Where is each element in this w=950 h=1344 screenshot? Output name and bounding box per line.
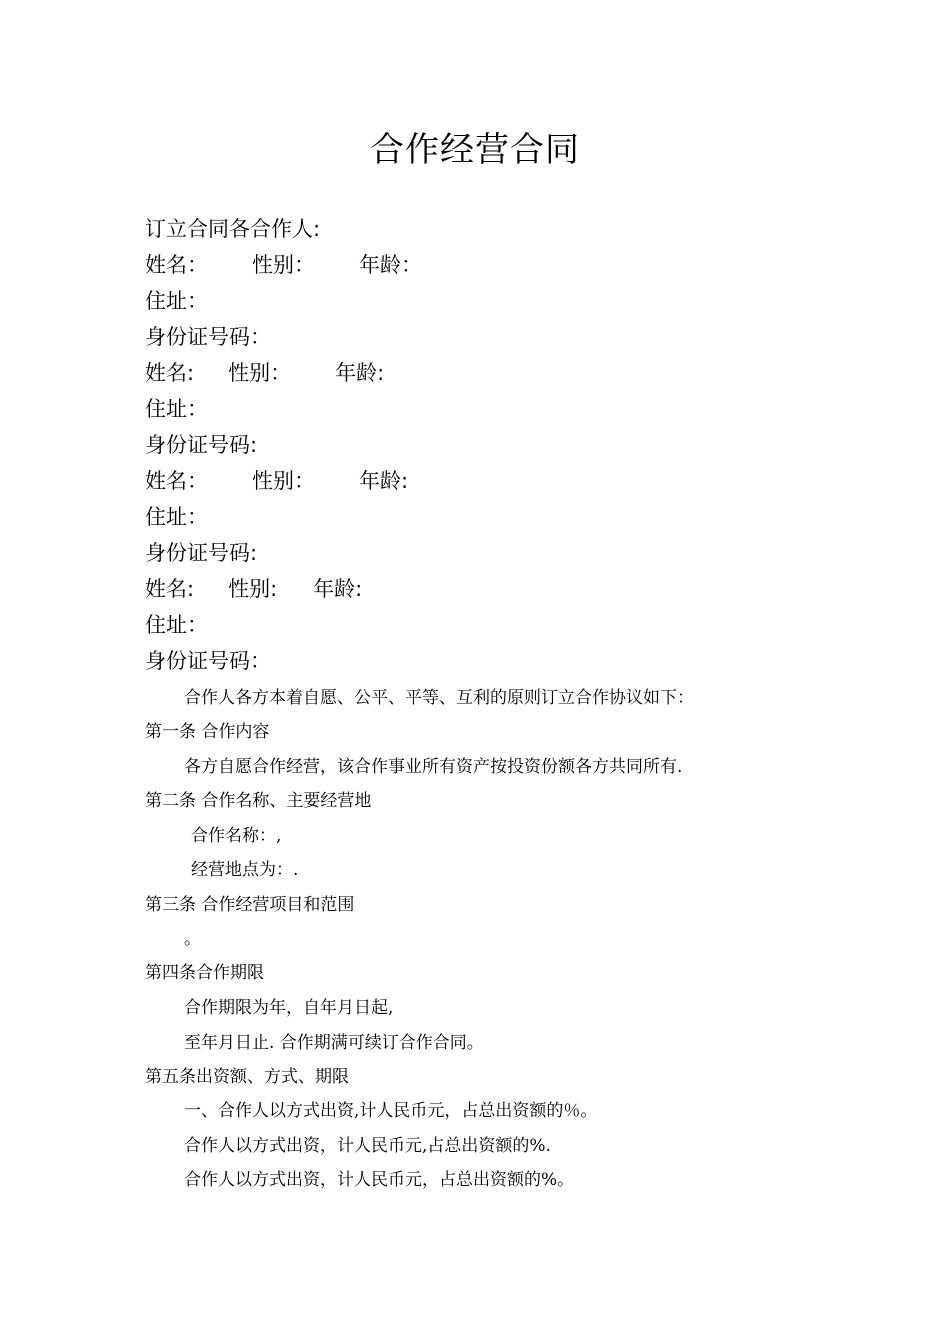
article-2-heading: 第二条 合作名称、主要经营地	[145, 791, 372, 811]
document-title: 合作经营合同	[370, 130, 580, 170]
partner-4-gender-label: 性别:	[228, 577, 278, 601]
article-5-line-1: 一、合作人以方式出资,计人民币元，占总出资额的％。	[184, 1101, 598, 1121]
partner-1-gender-label: 性别：	[252, 253, 315, 277]
partner-1-address-label: 住址：	[145, 289, 208, 313]
partner-4-age-label: 年龄:	[313, 577, 363, 601]
article-5-line-2: 合作人以方式出资，计人民币元,占总出资额的%.	[184, 1136, 551, 1156]
partner-3-age-label: 年龄:	[359, 469, 409, 493]
article-2-line-1: 合作名称：,	[191, 826, 282, 846]
partner-2-age-label: 年龄:	[335, 361, 385, 385]
partner-4-info-row	[145, 574, 362, 604]
partner-4-name-label: 姓名:	[145, 577, 195, 601]
partner-1-info-row	[145, 250, 422, 280]
partner-3-gender-label: 性别：	[252, 469, 315, 493]
partner-2-name-label: 姓名:	[145, 361, 195, 385]
partner-1-name-label: 姓名：	[145, 253, 208, 277]
partner-4-address-label: 住址：	[145, 613, 208, 637]
article-1-line-1: 各方自愿合作经营，该合作事业所有资产按投资份额各方共同所有.	[184, 757, 683, 777]
partner-3-id-label: 身份证号码:	[145, 541, 258, 565]
partner-3-name-label: 姓名：	[145, 469, 208, 493]
article-4-line-1: 合作期限为年，自年月日起,	[184, 998, 394, 1018]
article-3-heading: 第三条 合作经营项目和范围	[145, 895, 355, 915]
article-1-heading: 第一条 合作内容	[145, 722, 270, 742]
intro-label: 订立合同各合作人:	[145, 217, 321, 241]
partner-2-address-label: 住址：	[145, 397, 208, 421]
partner-3-address-label: 住址：	[145, 505, 208, 529]
article-4-line-2: 至年月日止. 合作期满可续订合作合同。	[184, 1033, 484, 1053]
partner-4-id-label: 身份证号码：	[145, 649, 271, 673]
partner-2-gender-label: 性别：	[228, 361, 292, 385]
article-3-line-1: 。	[184, 929, 201, 949]
article-4-heading: 第四条合作期限	[145, 963, 264, 983]
partner-1-id-label: 身份证号码：	[145, 325, 271, 349]
article-2-line-2: 经营地点为：.	[191, 860, 299, 880]
partner-3-info-row	[145, 466, 408, 496]
preamble-paragraph: 合作人各方本着自愿、公平、平等、互利的原则订立合作协议如下：	[184, 688, 694, 708]
article-5-heading: 第五条出资额、方式、期限	[145, 1067, 349, 1087]
article-5-line-3: 合作人以方式出资，计人民币元，占总出资额的%。	[184, 1170, 575, 1190]
partner-1-age-label: 年龄：	[359, 253, 422, 277]
partner-2-id-label: 身份证号码:	[145, 433, 258, 457]
partner-2-info-row	[145, 358, 384, 388]
